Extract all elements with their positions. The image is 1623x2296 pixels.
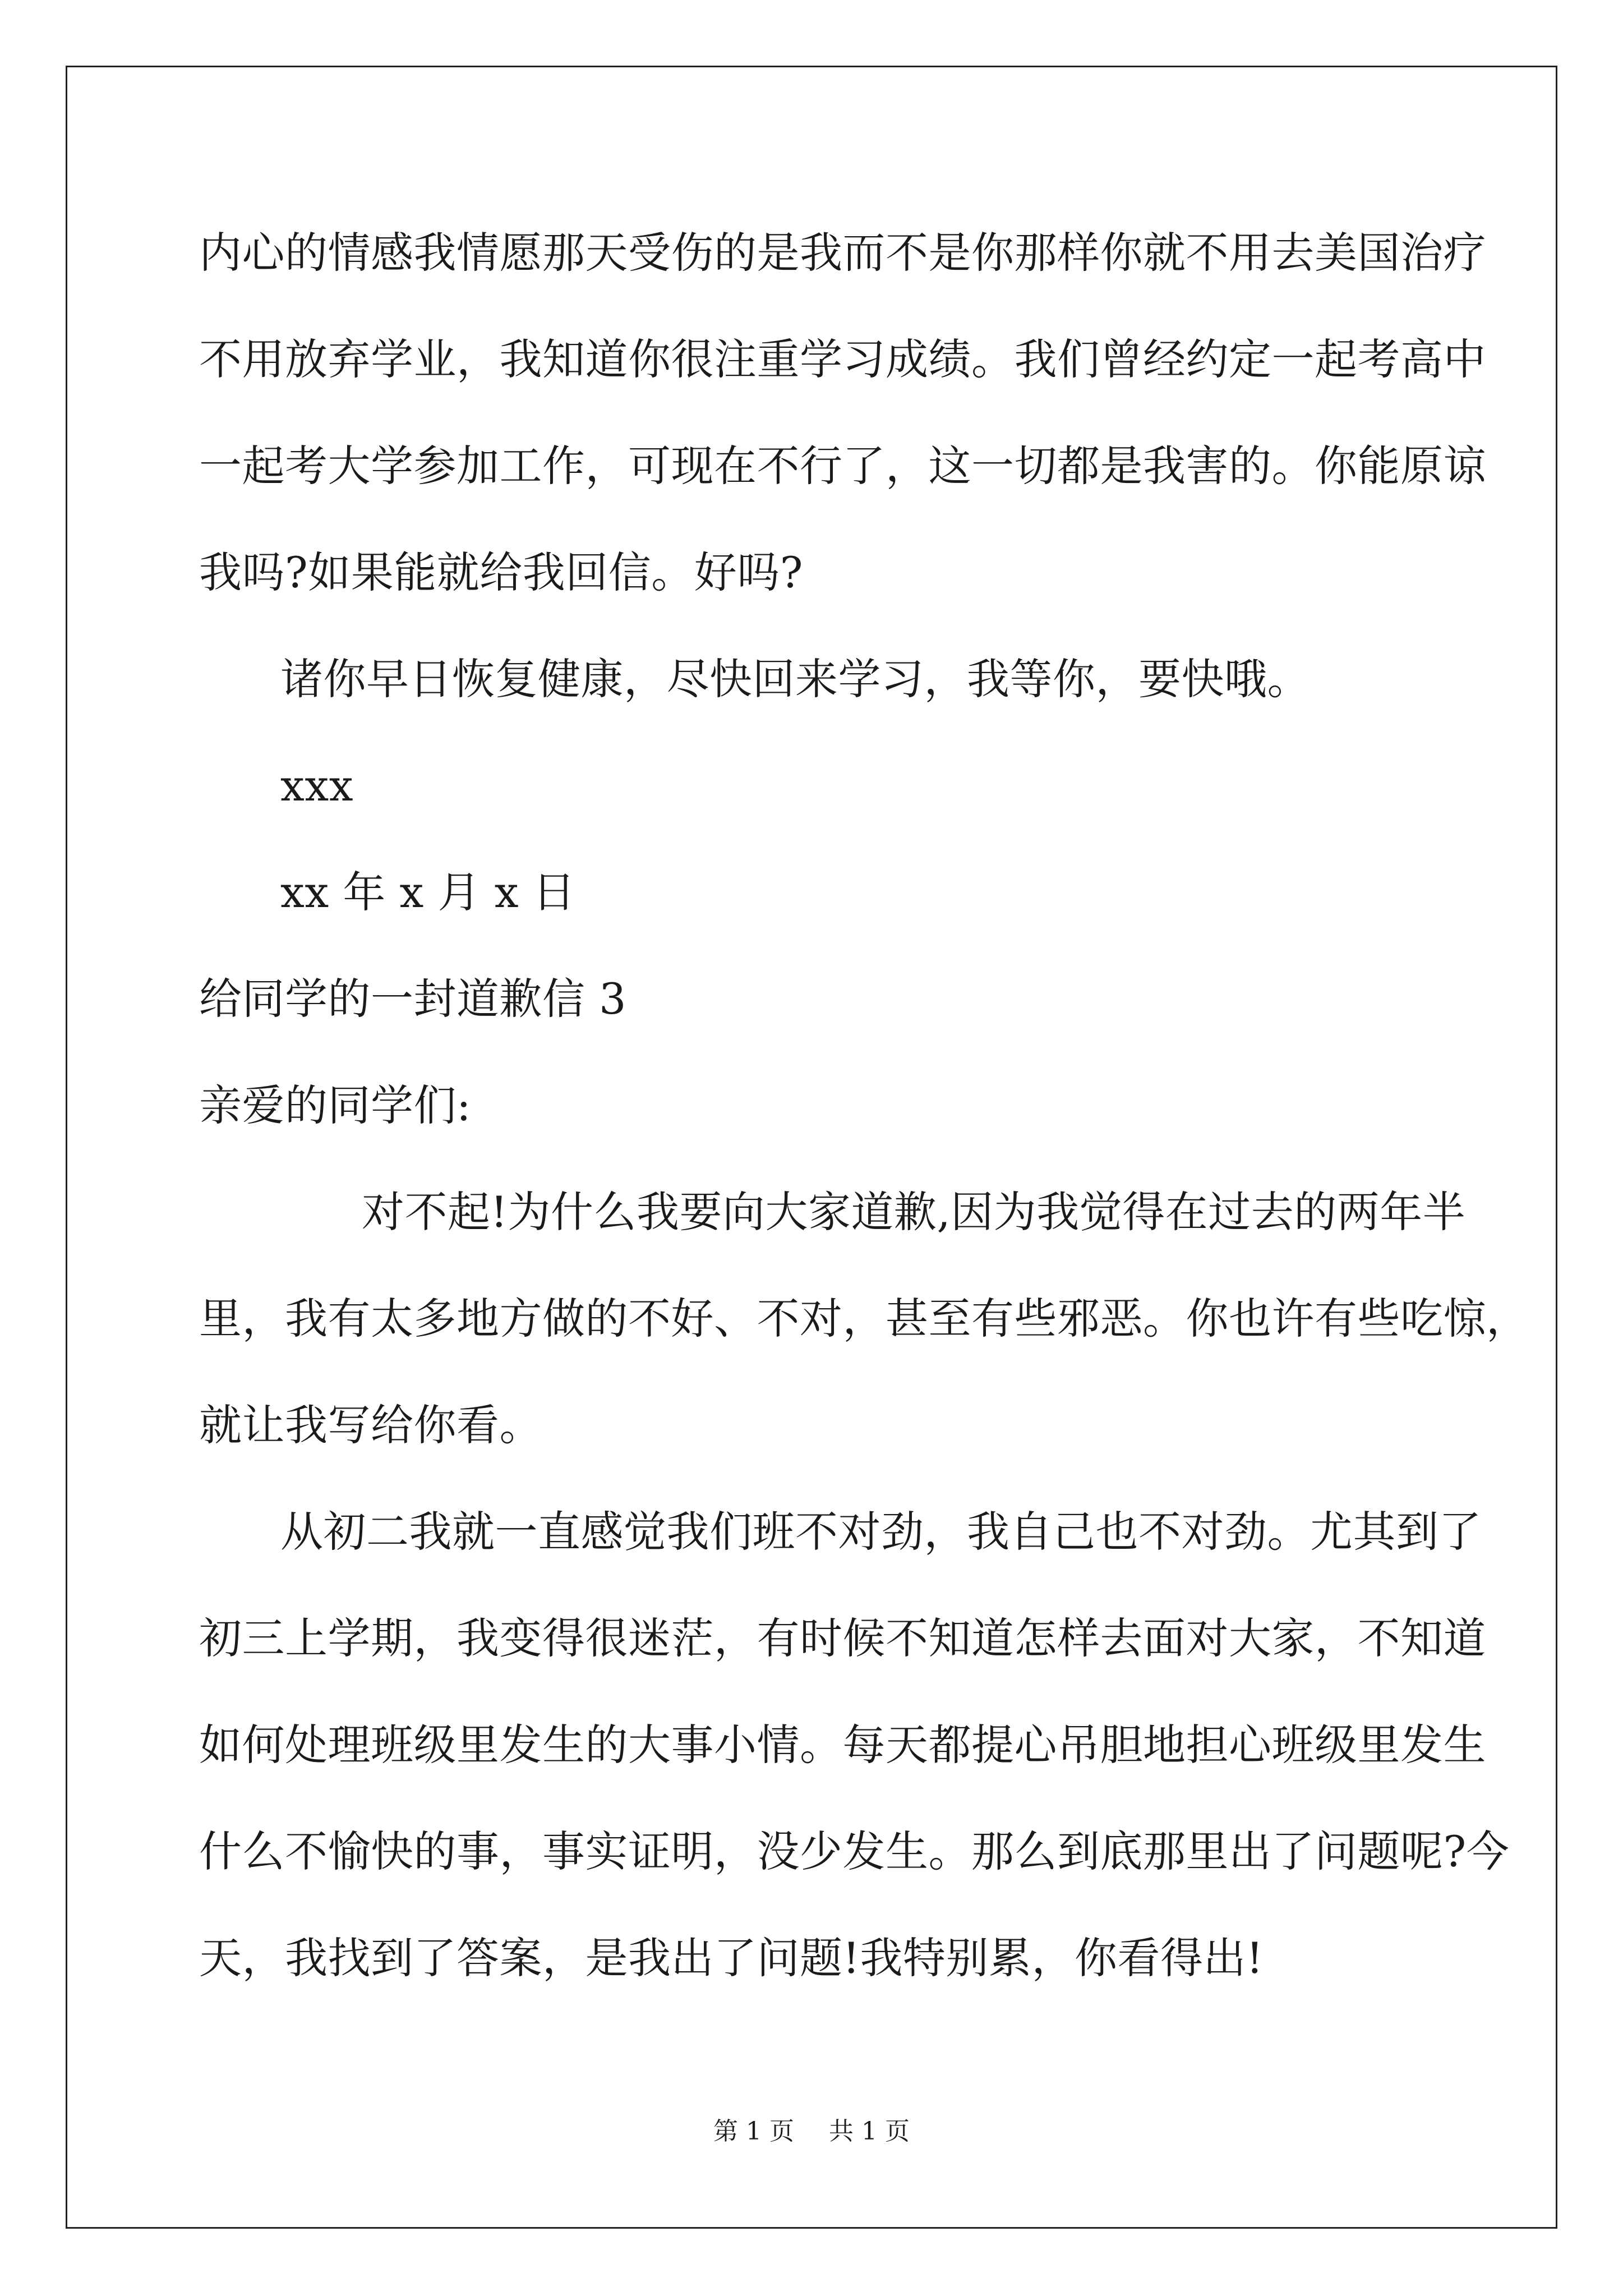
date-line: xx 年 x 月 x 日 bbox=[280, 867, 576, 917]
text-line: 诸你早日恢复健康，尽快回来学习，我等你，要快哦。 bbox=[280, 654, 1310, 704]
text-line: 内心的情感我情愿那天受伤的是我而不是你那样你就不用去美国治疗 bbox=[199, 228, 1486, 278]
text-line: 从初二我就一直感觉我们班不对劲，我自己也不对劲。尤其到了 bbox=[280, 1507, 1482, 1557]
text-line: 就让我写给你看。 bbox=[199, 1400, 542, 1450]
section-title: 给同学的一封道歉信 3 bbox=[199, 974, 627, 1024]
text-line: 里，我有太多地方做的不好、不对，甚至有些邪恶。你也许有些吃惊， bbox=[199, 1294, 1529, 1343]
text-line: 我吗?如果能就给我回信。好吗? bbox=[199, 547, 803, 597]
page-number: 第 1 页 bbox=[713, 2117, 794, 2146]
signature: xxx bbox=[280, 761, 354, 811]
letter-body bbox=[199, 222, 1529, 2033]
text-line: 初三上学期，我变得很迷茫，有时候不知道怎样去面对大家，不知道 bbox=[199, 1613, 1486, 1663]
text-line: 如何处理班级里发生的大事小情。每天都提心吊胆地担心班级里发生 bbox=[199, 1720, 1486, 1770]
salutation: 亲爱的同学们: bbox=[199, 1080, 472, 1130]
text-line: 不用放弃学业，我知道你很注重学习成绩。我们曾经约定一起考高中 bbox=[199, 334, 1486, 384]
page-total: 共 1 页 bbox=[829, 2117, 910, 2146]
text-line: 对不起!为什么我要向大家道歉,因为我觉得在过去的两年半 bbox=[362, 1187, 1466, 1237]
text-line: 什么不愉快的事，事实证明，没少发生。那么到底那里出了问题呢?今 bbox=[199, 1826, 1510, 1876]
page-footer bbox=[0, 2115, 1623, 2148]
text-line: 一起考大学参加工作，可现在不行了，这一切都是我害的。你能原谅 bbox=[199, 441, 1486, 491]
text-line: 天，我找到了答案，是我出了问题!我特别累，你看得出! bbox=[199, 1933, 1264, 1983]
